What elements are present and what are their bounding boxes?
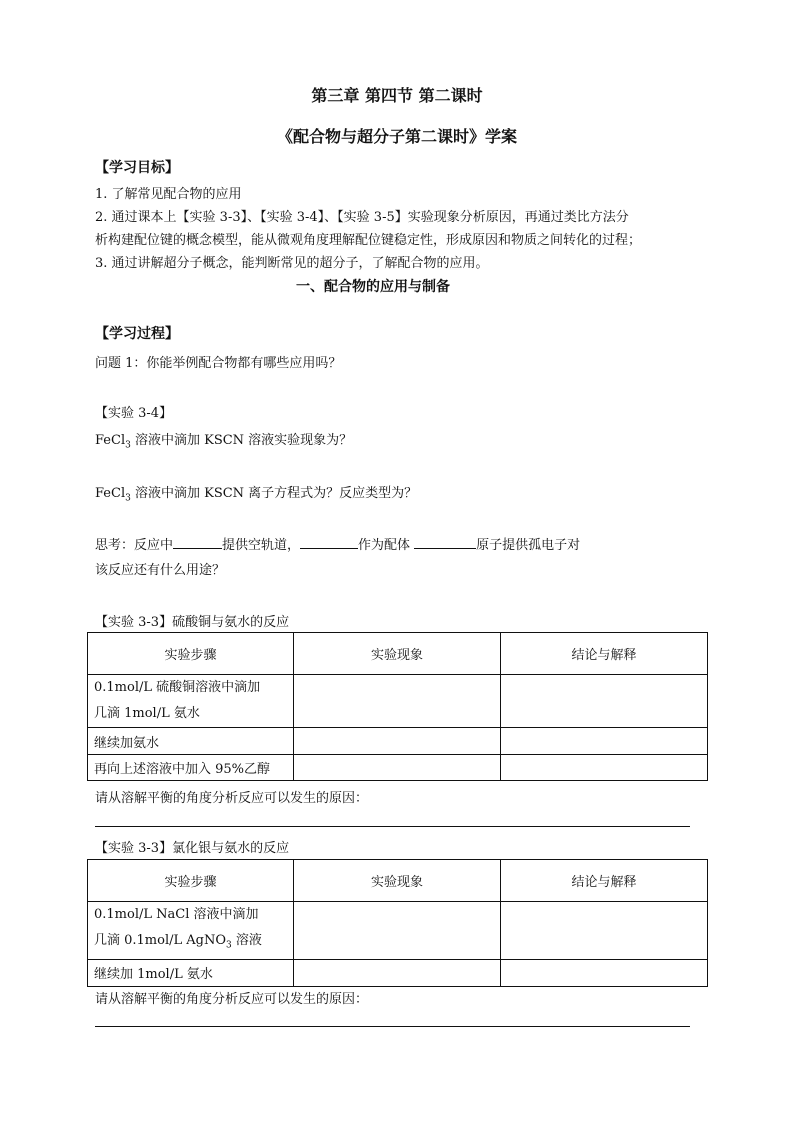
think-question-usage: 该反应还有什么用途？ — [95, 563, 226, 578]
column-header: 实验现象 — [294, 633, 501, 675]
step-cell: 继续加 1mol/L 氨水 — [88, 959, 294, 986]
formula-text: FeCl — [95, 433, 126, 448]
question-text: 溶液中滴加 KSCN 溶液实验现象为？ — [130, 433, 353, 448]
objectives-heading: 【学习目标】 — [95, 160, 179, 176]
column-header: 实验步骤 — [88, 633, 294, 675]
conclusion-cell[interactable] — [501, 755, 708, 781]
step-text-part: 溶液 — [231, 933, 262, 948]
formula-text: FeCl — [95, 486, 126, 501]
column-header: 结论与解释 — [501, 860, 708, 902]
step-text: 0.1mol/L 硫酸铜溶液中滴加 — [94, 680, 261, 695]
think-text: 原子提供孤电子对 — [476, 538, 581, 553]
phenomenon-cell[interactable] — [294, 755, 501, 781]
table1-analysis-prompt: 请从溶解平衡的角度分析反应可以发生的原因： — [95, 791, 369, 806]
table-row — [88, 675, 708, 728]
table-row — [88, 902, 708, 960]
chapter-title: 第三章 第四节 第二课时 — [311, 86, 483, 105]
objective-item: 3. 通过讲解超分子概念，能判断常见的超分子，了解配合物的应用。 — [95, 256, 489, 271]
experiment-table-1 — [87, 632, 708, 781]
table-header-row — [88, 633, 708, 675]
step-cell: 继续加氨水 — [88, 728, 294, 755]
experiment-3-4-equation-question — [95, 482, 417, 504]
answer-line[interactable] — [95, 1026, 690, 1027]
experiment-table-2 — [87, 859, 708, 987]
question-1: 问题 1：你能举例配合物都有哪些应用吗？ — [95, 356, 342, 371]
section-title: 一、配合物的应用与制备 — [296, 279, 450, 295]
question-text: 溶液中滴加 KSCN 离子方程式为？反应类型为？ — [130, 486, 418, 501]
phenomenon-cell[interactable] — [294, 959, 501, 986]
step-cell — [88, 675, 294, 728]
table2-analysis-prompt: 请从溶解平衡的角度分析反应可以发生的原因： — [95, 992, 369, 1007]
worksheet-title: 《配合物与超分子第二课时》学案 — [276, 127, 517, 146]
table-row — [88, 959, 708, 986]
formula-subscript: 3 — [125, 440, 131, 451]
think-question — [95, 534, 580, 553]
phenomenon-cell[interactable] — [294, 728, 501, 755]
conclusion-cell[interactable] — [501, 902, 708, 960]
objective-item: 2. 通过课本上【实验 3-3】、【实验 3-4】、【实验 3-5】实验现象分析原因，再通过类比方法分 — [95, 210, 629, 225]
table-row — [88, 755, 708, 781]
phenomenon-cell[interactable] — [294, 675, 501, 728]
column-header: 实验现象 — [294, 860, 501, 902]
conclusion-cell[interactable] — [501, 675, 708, 728]
step-text: 0.1mol/L NaCl 溶液中滴加 — [94, 907, 259, 922]
table1-caption: 【实验 3-3】硫酸铜与氨水的反应 — [95, 615, 290, 630]
table-row — [88, 728, 708, 755]
phenomenon-cell[interactable] — [294, 902, 501, 960]
table-header-row — [88, 860, 708, 902]
objective-item: 析构建配位键的概念模型，能从微观角度理解配位键稳定性，形成原因和物质之间转化的过程； — [95, 233, 642, 248]
conclusion-cell[interactable] — [501, 959, 708, 986]
answer-blank[interactable] — [300, 535, 358, 549]
experiment-3-4-heading: 【实验 3-4】 — [95, 406, 173, 421]
answer-line[interactable] — [95, 826, 690, 827]
step-text-part: 几滴 0.1mol/L AgNO — [94, 933, 227, 948]
step-cell — [88, 902, 294, 960]
conclusion-cell[interactable] — [501, 728, 708, 755]
process-heading: 【学习过程】 — [95, 326, 179, 342]
step-cell: 再向上述溶液中加入 95%乙醇 — [88, 755, 294, 781]
formula-subscript: 3 — [226, 940, 232, 951]
step-text: 几滴 1mol/L 氨水 — [94, 706, 200, 721]
think-text: 作为配体 — [358, 538, 415, 553]
column-header: 结论与解释 — [501, 633, 708, 675]
column-header: 实验步骤 — [88, 860, 294, 902]
formula-subscript: 3 — [125, 493, 131, 504]
experiment-3-4-phenomenon-question — [95, 429, 352, 451]
table2-caption: 【实验 3-3】氯化银与氨水的反应 — [95, 841, 290, 856]
step-text — [94, 928, 287, 959]
objective-item: 1. 了解常见配合物的应用 — [95, 187, 242, 202]
answer-blank[interactable] — [414, 535, 476, 549]
answer-blank[interactable] — [173, 535, 222, 549]
think-text: 思考：反应中 — [95, 538, 174, 553]
think-text: 提供空轨道， — [222, 538, 301, 553]
